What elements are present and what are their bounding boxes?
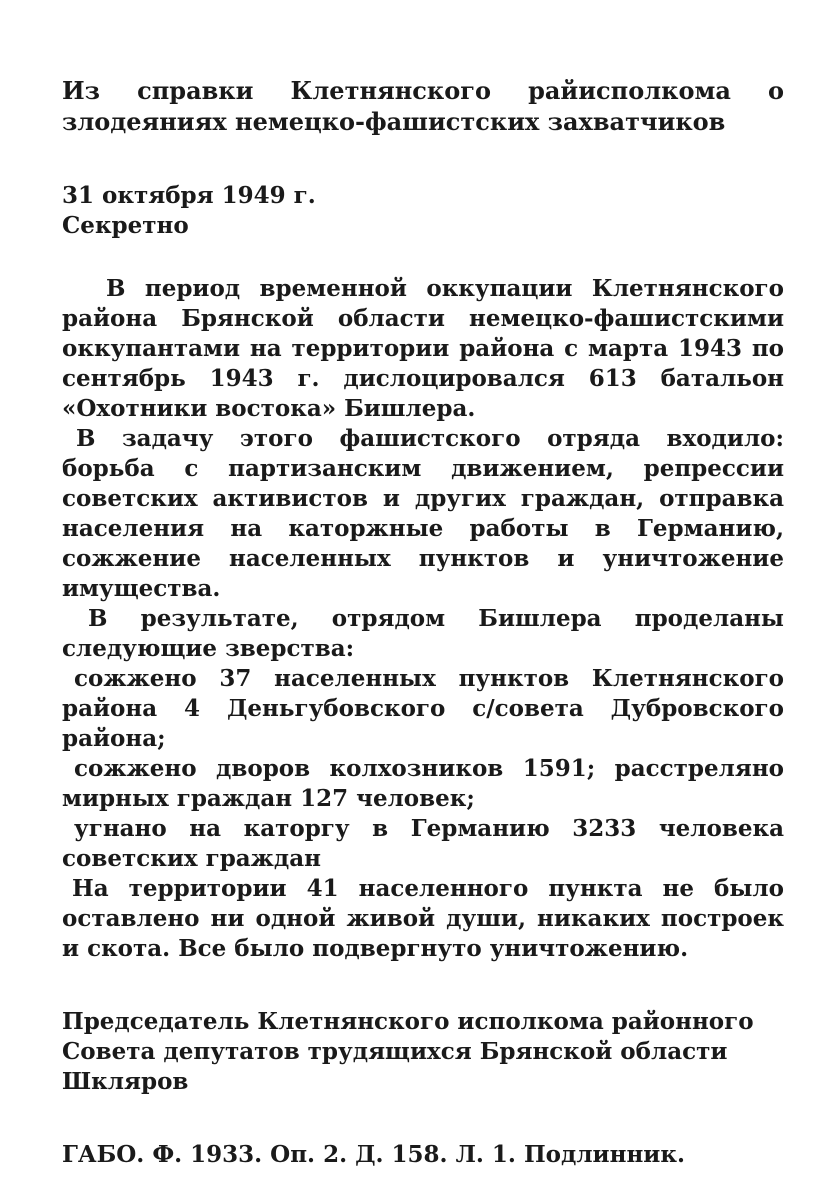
classification-label: Секретно <box>62 212 189 239</box>
document-meta <box>62 181 784 241</box>
document-body <box>62 274 784 964</box>
title-line-2: злодеяниях немецко-фашистских захватчиков <box>62 107 726 136</box>
paragraph-deported: угнано на каторгу в Германию 3233 человека советских граждан <box>62 815 784 872</box>
paragraph-burned-households: сожжено дворов колхозников 1591; расстреляно мирных граждан 127 человек; <box>62 755 784 812</box>
document-title <box>62 75 784 137</box>
title-line-1: Из справки Клетнянского райисполкома о <box>62 76 784 105</box>
signature-position-line-1: Председатель Клетнянского исполкома районного <box>62 1008 754 1035</box>
paragraph-destruction: На территории 41 населенного пункта не было оставлено ни одной живой души, никаких построек и скота. Все было подвергнуто уничтожению. <box>62 875 784 962</box>
paragraph-results-intro: В результате, отрядом Бишлера проделаны следующие зверства: <box>62 605 784 662</box>
paragraph-tasks: В задачу этого фашистского отряда входило: борьба с партизанским движением, репрессии советских активистов и других граждан, отправка населения на каторжные работы в Германию, сожжение населенных пунктов и уничтожение имущества. <box>62 425 784 602</box>
archive-reference: ГАБО. Ф. 1933. Оп. 2. Д. 158. Л. 1. Подлинник. <box>62 1141 685 1168</box>
signature-block <box>62 1007 784 1097</box>
paragraph-burned-settlements: сожжено 37 населенных пунктов Клетнянского района 4 Деньгубовского с/совета Дубровского района; <box>62 665 784 752</box>
document-date: 31 октября 1949 г. <box>62 182 316 209</box>
paragraph-occupation: В период временной оккупации Клетнянского района Брянской области немецко-фашистскими оккупантами на территории района с марта 1943 по сентябрь 1943 г. дислоцировался 613 батальон «Охотники востока» Бишлера. <box>62 275 784 422</box>
signature-position-line-2: Совета депутатов трудящихся Брянской области <box>62 1038 728 1065</box>
document-page <box>62 75 784 1170</box>
signature-name: Шкляров <box>62 1068 189 1095</box>
